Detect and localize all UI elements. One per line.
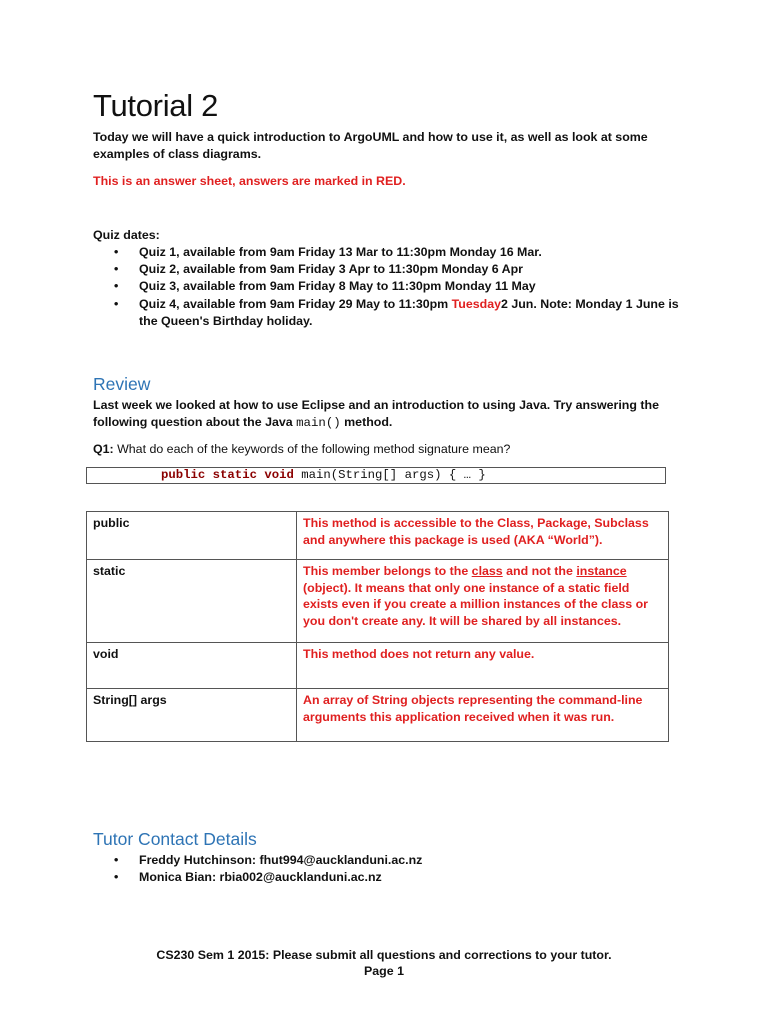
question-1	[93, 441, 673, 458]
meaning-cell: An array of String objects representing the command-line arguments this application received when it was run.	[297, 689, 669, 742]
tutor-list	[93, 852, 683, 886]
bullet-icon: •	[114, 296, 119, 311]
meaning-cell: This method does not return any value.	[297, 643, 669, 689]
meaning-cell: This method is accessible to the Class, Package, Subclass and anywhere this package is used (AKA “World”).	[297, 512, 669, 560]
code-keyword-void: void	[264, 468, 294, 482]
keywords-table	[86, 511, 669, 742]
q1-label: Q1:	[93, 442, 114, 456]
list-item	[93, 852, 683, 869]
code-keyword-static: static	[212, 468, 257, 482]
quiz-1-text: Quiz 1, available from 9am Friday 13 Mar to 11:30pm Monday 16 Mar.	[139, 245, 542, 259]
list-item	[93, 244, 683, 261]
list-item	[93, 261, 683, 278]
keyword-cell: public	[87, 512, 297, 560]
inline-code-main: main()	[296, 416, 341, 430]
code-keyword-public: public	[161, 468, 206, 482]
meaning-text: This member belongs to the	[303, 564, 472, 578]
quiz-4-text-post: 2 Jun. Note: Monday 1 June is the Queen's Birthday holiday.	[139, 296, 679, 328]
meaning-text: (object). It means that only one instance of a static field exists even if you create a million instances of the class or you don't create any. It will be shared by all instances.	[303, 580, 649, 628]
table-row	[87, 512, 669, 560]
bullet-icon: •	[114, 279, 119, 294]
meaning-underlined-class: class	[471, 564, 503, 578]
meaning-text: and not the	[502, 564, 577, 578]
review-text-end: method.	[340, 415, 393, 429]
bullet-icon: •	[114, 870, 119, 885]
list-item	[93, 278, 683, 295]
bullet-icon: •	[114, 853, 119, 867]
quiz-dates-heading: Quiz dates:	[93, 228, 160, 242]
bullet-icon: •	[114, 245, 119, 259]
table-row	[87, 560, 669, 643]
keyword-cell: static	[87, 560, 297, 643]
quiz-4-day-highlight: Tuesday	[451, 296, 502, 311]
code-rest: main(String[] args) { … }	[293, 468, 486, 482]
tutor-contact-heading: Tutor Contact Details	[93, 829, 257, 849]
tutor-2: Monica Bian: rbia002@aucklanduni.ac.nz	[139, 870, 382, 885]
review-heading: Review	[93, 374, 151, 394]
quiz-3-text: Quiz 3, available from 9am Friday 8 May to 11:30pm Monday 11 May	[139, 279, 536, 294]
review-text: Last week we looked at how to use Eclipse and an introduction to using Java. Try answering the following question about the Java	[93, 398, 659, 429]
meaning-underlined-instance: instance	[576, 564, 627, 578]
page-title: Tutorial 2	[93, 88, 219, 123]
intro-paragraph: Today we will have a quick introduction to ArgoUML and how to use it, as well as look at some examples of class diagrams.	[93, 130, 648, 161]
quiz-list	[93, 244, 683, 330]
method-signature-code	[86, 467, 666, 484]
review-paragraph	[93, 397, 673, 432]
table-row	[87, 689, 669, 742]
list-item	[93, 296, 683, 330]
footer-note: CS230 Sem 1 2015: Please submit all questions and corrections to your tutor.	[156, 948, 612, 962]
quiz-4-text-pre: Quiz 4, available from 9am Friday 29 May to 11:30pm	[139, 296, 452, 311]
keyword-cell: String[] args	[87, 689, 297, 742]
list-item	[93, 869, 683, 886]
quiz-2-text: Quiz 2, available from 9am Friday 3 Apr to 11:30pm Monday 6 Apr	[139, 262, 523, 277]
table-row	[87, 643, 669, 689]
tutor-1: Freddy Hutchinson: fhut994@aucklanduni.ac.nz	[139, 853, 423, 867]
answer-sheet-note: This is an answer sheet, answers are marked in RED.	[93, 174, 406, 188]
bullet-icon: •	[114, 262, 119, 277]
meaning-cell	[297, 560, 669, 643]
q1-text: What do each of the keywords of the following method signature mean?	[113, 442, 511, 456]
keyword-cell: void	[87, 643, 297, 689]
page-number: Page 1	[364, 964, 404, 978]
